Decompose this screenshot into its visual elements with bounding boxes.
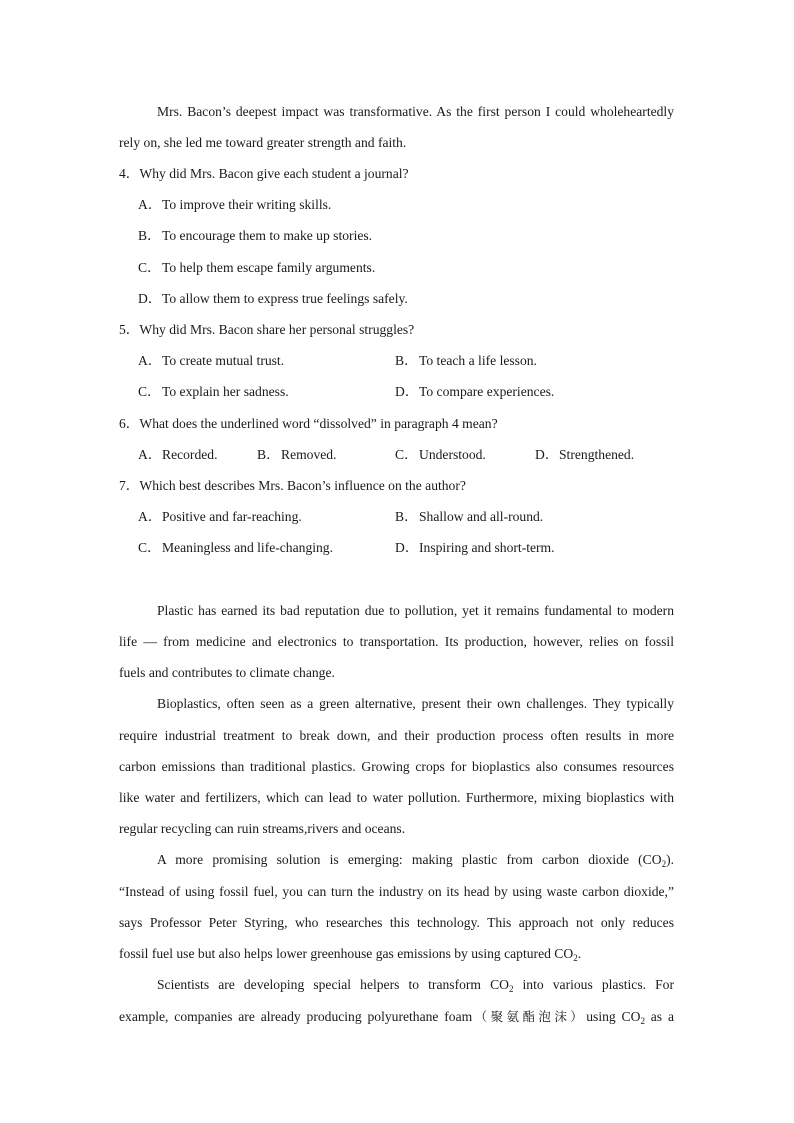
paragraph-line: carbon emissions than traditional plastics. Growing crops for bioplastics also consumes resources [119,759,674,774]
question-7-option-d[interactable]: D．Inspiring and short-term. [395,540,555,555]
paragraph-line: A more promising solution is emerging: making plastic from carbon dioxide $(CO_2)$. [157,852,674,869]
question-5-option-d[interactable]: D．To compare experiences. [395,384,555,399]
question-7-option-b[interactable]: B．Shallow and all-round. [395,509,544,524]
paragraph-line: fossil fuel use but also helps lower greenhouse gas emissions by using captured $CO_2$. [119,946,582,963]
question-6-option-c[interactable]: C．Understood. [395,447,486,462]
paragraph-line: like water and fertilizers, which can lead to water pollution. Furthermore, mixing bioplastics with [119,790,674,805]
question-5-option-c[interactable]: C．To explain her sadness. [138,384,289,399]
question-4-option-d[interactable]: D．To allow them to express true feelings safely. [138,291,408,306]
question-5-stem: 5．Why did Mrs. Bacon share her personal struggles? [119,322,415,337]
paragraph-line: says Professor Peter Styring, who researches this technology. This approach not only reduces [119,915,674,930]
question-4-option-a[interactable]: A．To improve their writing skills. [138,197,332,212]
paragraph-line: rely on, she led me toward greater strength and faith. [119,135,407,150]
paragraph-line: regular recycling can ruin streams,rivers and oceans. [119,821,406,836]
question-4-option-b[interactable]: B．To encourage them to make up stories. [138,228,373,243]
paragraph-line: “Instead of using fossil fuel, you can turn the industry on its head by using waste carbon dioxide,” [119,884,674,899]
paragraph-line: fuels and contributes to climate change. [119,665,335,680]
question-6-option-a[interactable]: A．Recorded. [138,447,218,462]
paragraph-line: Mrs. Bacon’s deepest impact was transformative. As the first person I could wholeheartedly [157,104,674,119]
question-6-option-d[interactable]: D．Strengthened. [535,447,635,462]
paragraph-line: Bioplastics, often seen as a green alternative, present their own challenges. They typically [157,696,674,711]
question-5-option-b[interactable]: B．To teach a life lesson. [395,353,537,368]
question-7-option-c[interactable]: C．Meaningless and life-changing. [138,540,334,555]
question-7-option-a[interactable]: A．Positive and far-reaching. [138,509,302,524]
paragraph-line: life — from medicine and electronics to transportation. Its production, however, relies on fossil [119,634,674,649]
question-6-option-b[interactable]: B．Removed. [257,447,337,462]
paragraph-line: require industrial treatment to break down, and their production process often results in more [119,728,674,743]
question-6-stem: 6．What does the underlined word “dissolved” in paragraph 4 mean? [119,416,498,431]
question-4-stem: 4．Why did Mrs. Bacon give each student a journal? [119,166,409,181]
question-7-stem: 7．Which best describes Mrs. Bacon’s influence on the author? [119,478,466,493]
paragraph-line: Scientists are developing special helpers to transform $CO_2$ into various plastics. For [157,977,674,994]
paragraph-line: example, companies are already producing polyurethane foam（聚氨酯泡沫）using $CO_2$ as a [119,1009,674,1026]
question-5-option-a[interactable]: A．To create mutual trust. [138,353,285,368]
paragraph-line: Plastic has earned its bad reputation due to pollution, yet it remains fundamental to modern [157,603,674,618]
question-4-option-c[interactable]: C．To help them escape family arguments. [138,260,376,275]
